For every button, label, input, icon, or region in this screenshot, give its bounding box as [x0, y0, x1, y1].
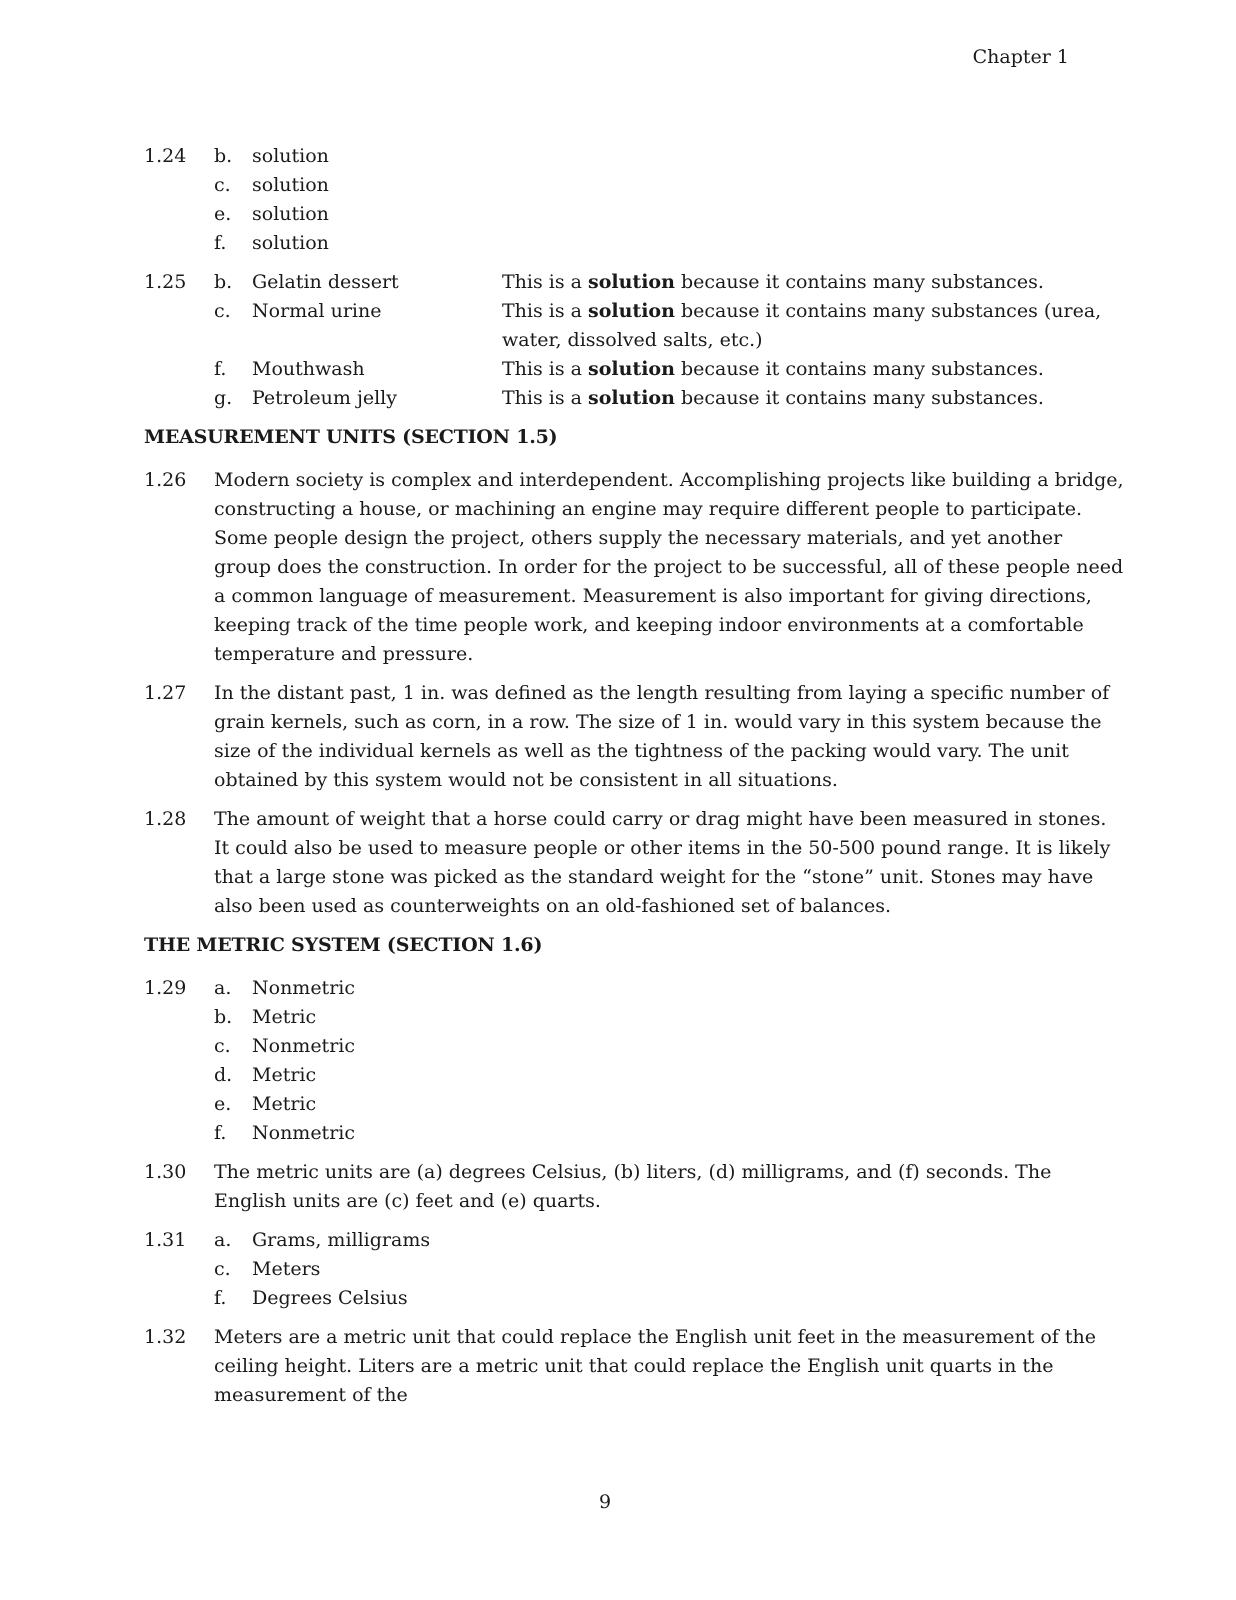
list-item: b. Gelatin dessert This is a solution because it contains many substances. — [214, 268, 1124, 297]
answer-list — [214, 142, 1124, 258]
problem-number: 1.32 — [144, 1326, 187, 1348]
problem-1-28 — [144, 805, 1124, 921]
list-item: c. solution — [214, 174, 329, 196]
problem-number: 1.30 — [144, 1161, 187, 1183]
answer-list — [214, 268, 1124, 413]
page-content — [144, 142, 1124, 1420]
problem-number: 1.31 — [144, 1229, 187, 1251]
problem-1-32 — [144, 1323, 1124, 1410]
problem-number: 1.24 — [144, 145, 187, 167]
answer-list — [214, 1226, 1124, 1313]
problem-number: 1.26 — [144, 469, 187, 491]
answer-list — [214, 974, 1124, 1148]
list-item: g. Petroleum jelly This is a solution because it contains many substances. — [214, 384, 1124, 413]
list-item: c. Normal urine This is a solution because it contains many substances (urea, water, dissolved salts, etc.) — [214, 297, 1124, 355]
problem-1-25 — [144, 268, 1124, 413]
list-item: a. Nonmetric — [214, 977, 355, 999]
answer-paragraph: The metric units are (a) degrees Celsius, (b) liters, (d) milligrams, and (f) seconds. The English units are (c) feet and (e) quarts. — [214, 1161, 1052, 1212]
explanation: This is a solution because it contains many substances. — [502, 387, 1044, 409]
section-heading: MEASUREMENT UNITS (SECTION 1.5) — [144, 426, 558, 448]
problem-1-26 — [144, 466, 1124, 669]
list-item: f. Nonmetric — [214, 1122, 355, 1144]
page-number: 9 — [598, 1491, 612, 1513]
explanation: This is a solution because it contains many substances (urea, water, dissolved salts, etc.) — [502, 300, 1102, 351]
problem-1-27 — [144, 679, 1124, 795]
answer-paragraph: The amount of weight that a horse could carry or drag might have been measured in stones. It could also be used to measure people or other items in the 50-500 pound range. It is likely that a large stone was picked as the standard weight for the “stone” unit. Stones may have also been used as counterweights on an old-fashioned set of balances. — [214, 808, 1111, 917]
list-item: b. solution — [214, 145, 329, 167]
section-heading: THE METRIC SYSTEM (SECTION 1.6) — [144, 934, 543, 956]
answer-paragraph: Modern society is complex and interdependent. Accomplishing projects like building a bridge, constructing a house, or machining an engine may require different people to participate. Some people design the project, others supply the necessary materials, and yet another group does the construction. In order for the project to be successful, all of these people need a common language of measurement. Measurement is also important for giving directions, keeping track of the time people work, and keeping indoor environments at a comfortable temperature and pressure. — [214, 469, 1124, 665]
list-item: e. solution — [214, 203, 329, 225]
problem-1-31 — [144, 1226, 1124, 1313]
chapter-header: Chapter 1 — [972, 46, 1069, 68]
problem-1-24 — [144, 142, 1124, 258]
problem-1-29 — [144, 974, 1124, 1148]
list-item: b. Metric — [214, 1006, 317, 1028]
list-item: f. solution — [214, 232, 329, 254]
list-item: f. Degrees Celsius — [214, 1287, 408, 1309]
list-item: f. Mouthwash This is a solution because it contains many substances. — [214, 355, 1124, 384]
problem-number: 1.25 — [144, 271, 187, 293]
problem-1-30 — [144, 1158, 1124, 1216]
list-item: d. Metric — [214, 1064, 317, 1086]
answer-paragraph: Meters are a metric unit that could replace the English unit feet in the measurement of the ceiling height. Liters are a metric unit that could replace the English unit quarts in the measurement of the — [214, 1326, 1096, 1406]
list-item: a. Grams, milligrams — [214, 1229, 431, 1251]
problem-number: 1.27 — [144, 682, 187, 704]
list-item: c. Nonmetric — [214, 1035, 355, 1057]
list-item: c. Meters — [214, 1258, 321, 1280]
list-item: e. Metric — [214, 1093, 317, 1115]
answer-paragraph: In the distant past, 1 in. was defined as the length resulting from laying a specific number of grain kernels, such as corn, in a row. The size of 1 in. would vary in this system because the size of the individual kernels as well as the tightness of the packing would vary. The unit obtained by this system would not be consistent in all situations. — [214, 682, 1110, 791]
explanation: This is a solution because it contains many substances. — [502, 271, 1044, 293]
problem-number: 1.29 — [144, 977, 187, 999]
problem-number: 1.28 — [144, 808, 187, 830]
explanation: This is a solution because it contains many substances. — [502, 358, 1044, 380]
